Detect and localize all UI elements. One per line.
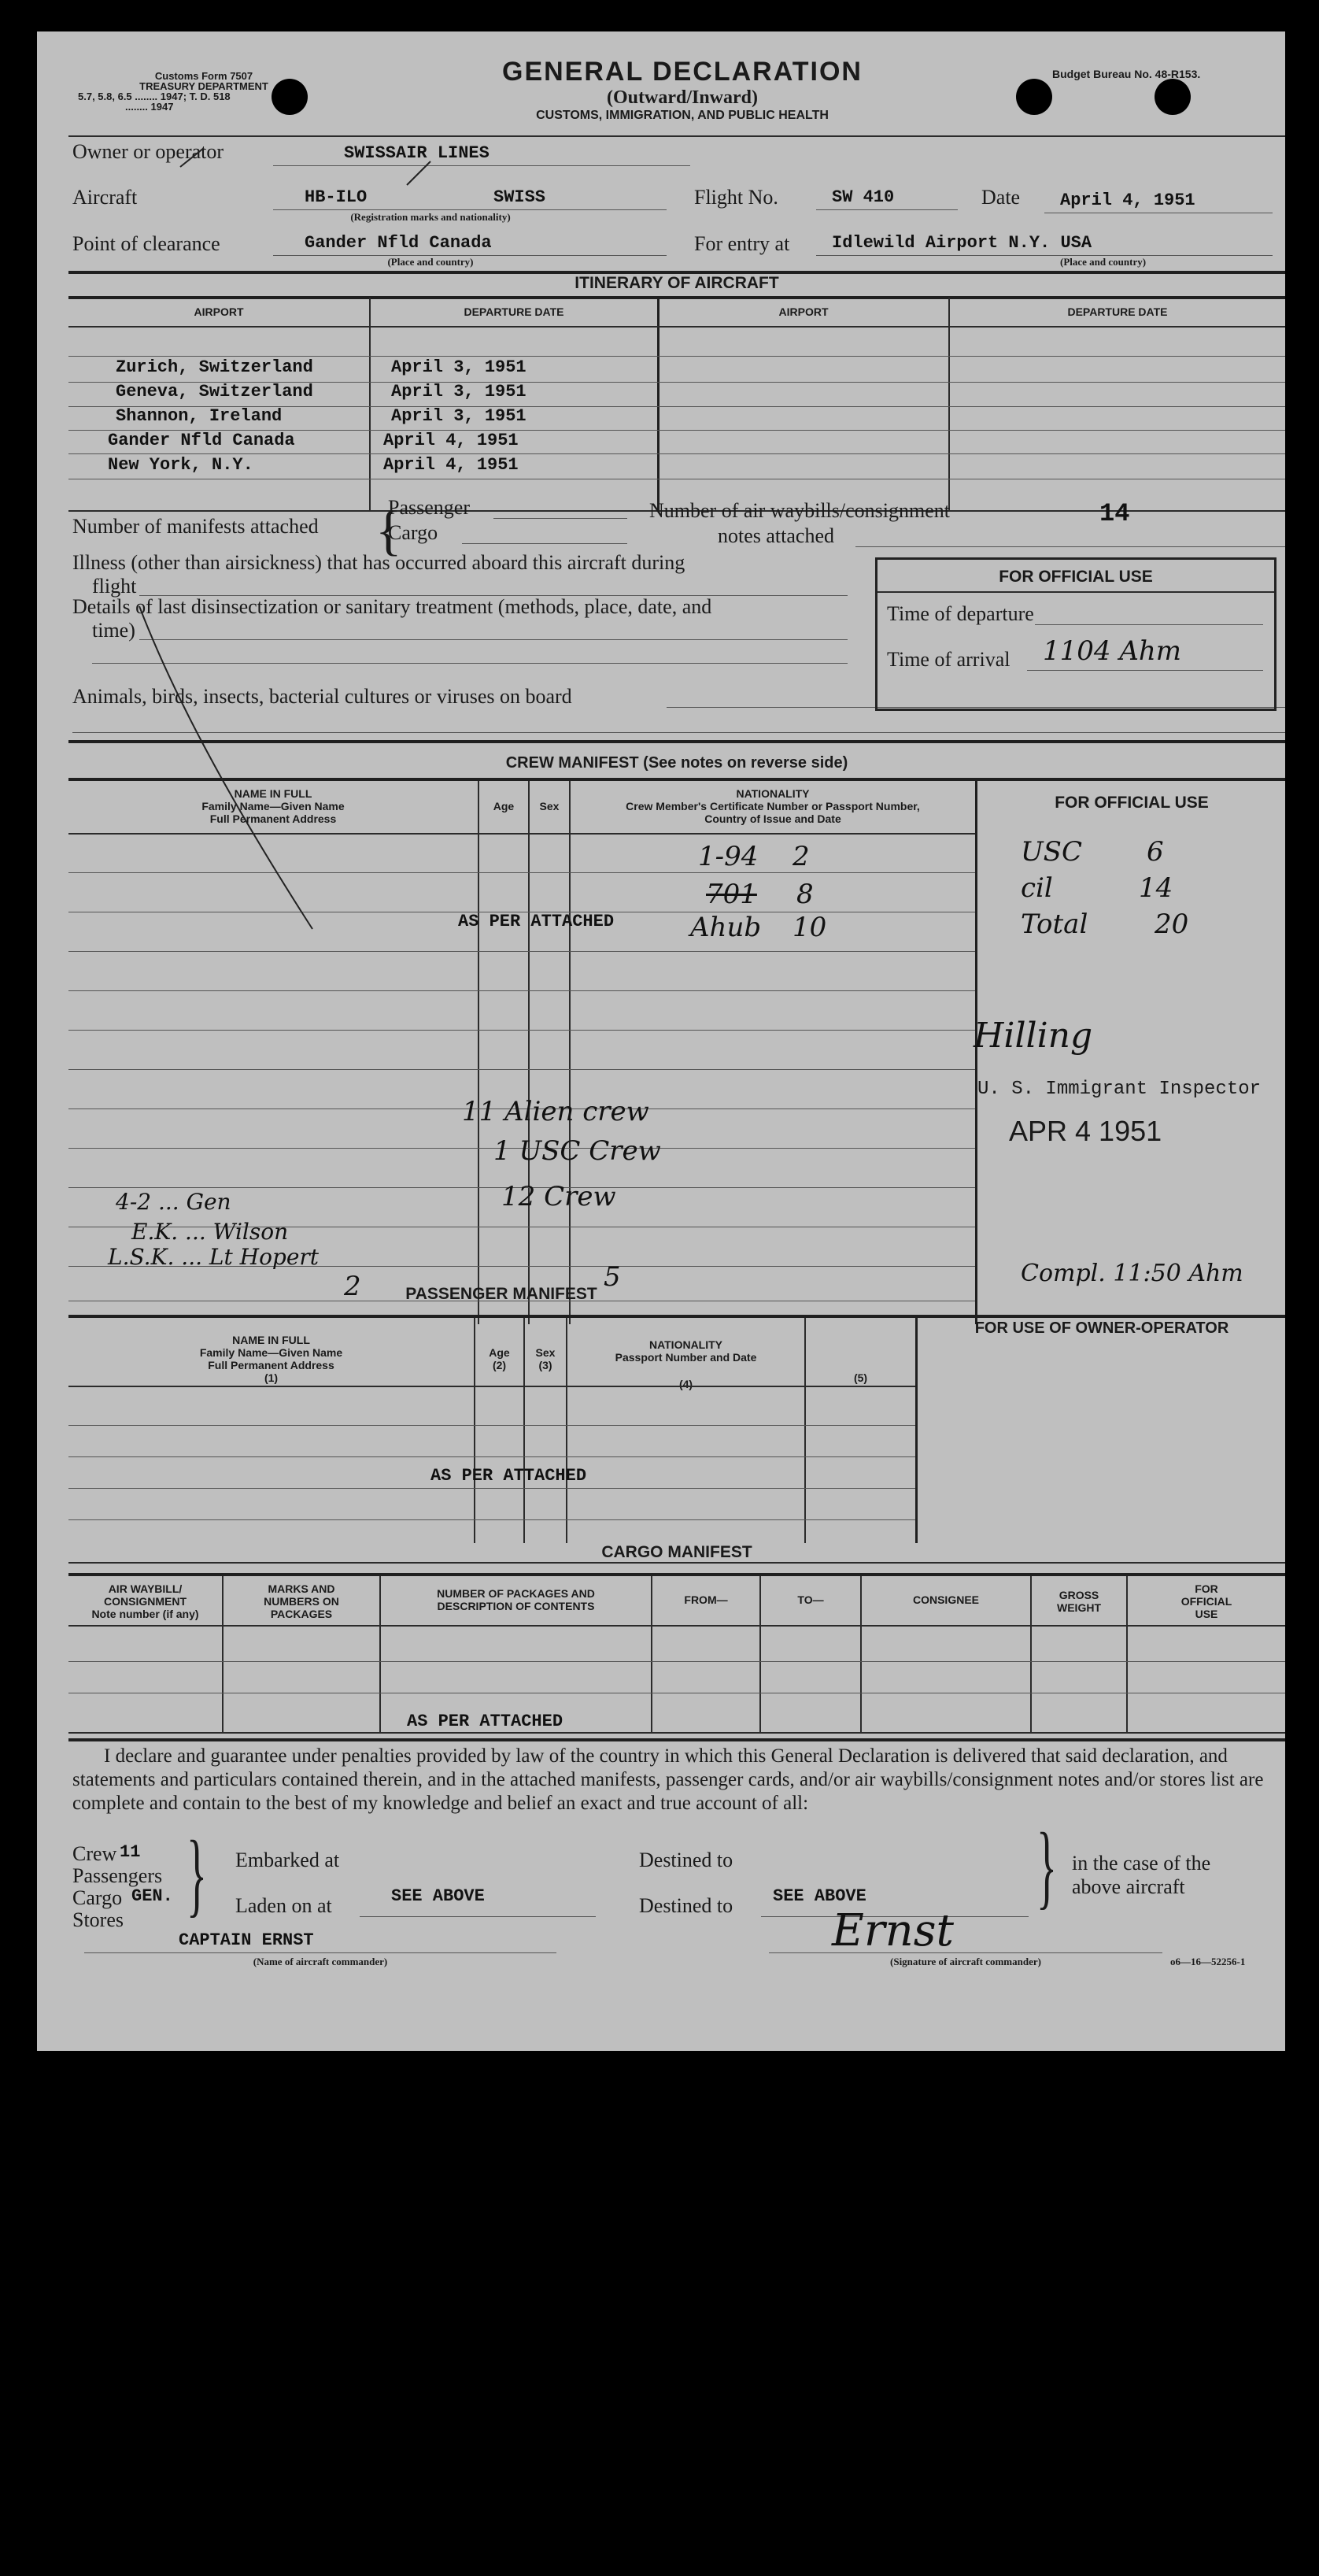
crew-hand-count: 2 [793,841,810,872]
itinerary-airport-3: Shannon, Ireland [116,406,283,426]
passenger-col-owner: FOR USE OF OWNER-OPERATOR [974,1319,1229,1337]
cargo-col-official-2: OFFICIAL [1180,1595,1232,1608]
passenger-col-nat-2: Passport Number and Date [615,1351,757,1364]
department: TREASURY DEPARTMENT [139,80,268,92]
aircraft-reg: HB-ILO [305,187,368,207]
official-note: cil [1021,872,1053,904]
passenger-col-age-1: Age [489,1346,510,1359]
left-hand-note: 4-2 ... Gen [116,1189,231,1215]
crew-col-nat-3: Country of Issue and Date [704,812,841,825]
passenger-col-nat-3: (4) [678,1378,693,1390]
disinsect-label: Details of last disinsectization or sanitary treatment (methods, place, date, and [72,595,712,618]
itinerary-date-2: April 3, 1951 [391,382,526,402]
crew-hand-line: 11 Alien crew [462,1096,649,1127]
print-code: o6—16—52256-1 [1170,1956,1246,1967]
cargo-col-official-1: FOR [1195,1582,1218,1595]
passenger-col-nat-1: NATIONALITY [648,1338,723,1351]
official-note: Total [1021,909,1088,940]
cargo-col-from: FROM— [684,1593,728,1606]
decl-crew-label: Crew [72,1842,117,1865]
entry-sub: (Place and country) [1060,256,1147,268]
flight-label: Flight No. [694,186,778,209]
decl-stores-label: Stores [72,1908,124,1931]
cargo-col-marks-1: MARKS AND [268,1582,335,1595]
cargo-col-marks-3: PACKAGES [270,1608,333,1620]
aircraft-sub: (Registration marks and nationality) [350,211,511,223]
pen-stroke [139,606,312,929]
form-title: GENERAL DECLARATION [502,57,863,87]
signature-sub: (Signature of aircraft commander) [890,1956,1041,1967]
left-hand-note: E.K. ... Wilson [131,1219,289,1245]
cargo-col-waybill-2: CONSIGNMENT [104,1595,187,1608]
official-note: 20 [1155,909,1189,940]
flight-value: SW 410 [832,187,895,207]
official-note: 6 [1147,836,1164,868]
passenger-as-per-attached: AS PER ATTACHED [430,1466,587,1486]
commander-signature: Ernst [832,1905,954,1956]
crew-col-nat-1: NATIONALITY [736,787,810,800]
crew-col-name-1: NAME IN FULL [234,787,312,800]
left-hand-note: L.S.K. ... Lt Hopert [108,1244,320,1270]
cargo-col-packages-1: NUMBER OF PACKAGES AND [437,1587,595,1600]
illness-label-2: flight [92,575,137,598]
itinerary-date-4: April 4, 1951 [383,431,519,450]
cargo-col-waybill-1: AIR WAYBILL/ [108,1582,183,1595]
completed-note: Compl. 11:50 Ahm [1021,1260,1243,1287]
passenger-col-name-2: Family Name—Given Name [199,1346,343,1359]
crew-hand-count: Ahub [690,912,762,943]
passenger-col-sex-2: (3) [538,1359,552,1371]
inspector-signature: Hilling [974,1016,1093,1056]
budget-number: Budget Bureau No. 48-R153. [1052,68,1201,80]
aircraft-nationality: SWISS [493,187,546,207]
general-declaration-form [37,31,1285,2051]
cargo-col-waybill-3: Note number (if any) [91,1608,199,1620]
crew-col-official: FOR OFFICIAL USE [1055,794,1209,812]
cargo-col-packages-2: DESCRIPTION OF CONTENTS [437,1600,595,1612]
arrival-time-value: 1104 Ahm [1043,635,1182,667]
itinerary-airport-2: Geneva, Switzerland [116,382,313,402]
cargo-col-marks-2: NUMBERS ON [264,1595,339,1608]
passenger-col-5: (5) [853,1371,868,1384]
cargo-title: CARGO MANIFEST [68,1543,1285,1562]
itinerary-col-airport-2: AIRPORT [778,305,829,318]
manifests-brace: { [375,501,402,561]
decl-brace: } [187,1821,207,1926]
decl-passengers-label: Passengers [72,1864,163,1887]
left-hand-note: 2 [344,1271,361,1302]
entry-label: For entry at [694,232,790,255]
passenger-col-name-4: (1) [264,1371,279,1384]
manifests-cargo: Cargo [388,521,438,544]
decl-crew-value: 11 [120,1842,141,1862]
illness-label: Illness (other than airsickness) that has occurred aboard this aircraft during [72,551,685,574]
waybill-label: Number of air waybills/consignment [649,499,950,522]
crew-hand-line: 1 USC Crew [493,1135,661,1167]
decl-destined-1: Destined to [639,1849,733,1871]
clearance-value: Gander Nfld Canada [305,233,492,253]
date-label: Date [981,186,1021,209]
form-year: ........ 1947 [125,101,174,113]
waybill-label-2: notes attached [718,524,834,547]
crew-title: CREW MANIFEST (See notes on reverse side) [505,754,848,772]
decl-see-above-1: SEE ABOVE [391,1886,485,1906]
arrival-time-label: Time of arrival [887,648,1010,671]
passenger-col-age-2: (2) [492,1359,507,1371]
itinerary-airport-1: Zurich, Switzerland [116,357,313,377]
form-ref: 5.7, 5.8, 6.5 ........ 1947; T. D. 518 [78,91,231,102]
official-use-title: FOR OFFICIAL USE [999,568,1153,586]
itinerary-date-5: April 4, 1951 [383,455,519,475]
crew-col-age: Age [493,800,515,812]
disinsect-label-2: time) [92,619,135,642]
pen-tick [407,161,430,185]
commander-sub: (Name of aircraft commander) [253,1956,388,1967]
crew-col-nat-2: Crew Member's Certificate Number or Passport Number, [626,800,920,812]
itinerary-col-departure-2: DEPARTURE DATE [1067,305,1168,318]
manifests-passenger: Passenger [388,496,470,519]
itinerary-airport-5: New York, N.Y. [108,455,253,475]
decl-case-of: in the case of the [1072,1852,1211,1875]
owner-value: SWISSAIR LINES [344,143,490,163]
form-agencies: CUSTOMS, IMMIGRATION, AND PUBLIC HEALTH [536,109,829,122]
cargo-col-weight-1: GROSS [1059,1589,1099,1601]
crew-col-name-2: Family Name—Given Name [201,800,345,812]
passenger-title: PASSENGER MANIFEST [405,1285,597,1303]
crew-hand-count: 8 [796,879,814,910]
decl-cargo-value: GEN. [131,1886,173,1906]
declaration-text: I declare and guarantee under penalties provided by law of the country in which this General Declaration is delivered that said declaration, and statements and particulars contained therein, and in the attached manifests, passenger cards, and/or air waybills/consignment notes and/or stores list are complete and contain to the best of my knowledge and belief an exact and true account of all: [72,1745,1264,1814]
itinerary-title: ITINERARY OF AIRCRAFT [575,274,779,292]
decl-brace-right: } [1036,1813,1057,1918]
cargo-as-per-attached: AS PER ATTACHED [407,1712,563,1731]
animals-label: Animals, birds, insects, bacterial cultures or viruses on board [72,685,572,708]
itinerary-col-airport: AIRPORT [194,305,244,318]
entry-value: Idlewild Airport N.Y. USA [832,233,1092,253]
crew-col-name-3: Full Permanent Address [209,812,337,825]
crew-col-sex: Sex [539,800,560,812]
passenger-col-name-1: NAME IN FULL [232,1334,310,1346]
crew-hand-count: 1-94 [698,841,759,872]
commander-name: CAPTAIN ERNST [179,1930,314,1950]
itinerary-date-1: April 3, 1951 [391,357,526,377]
aircraft-label: Aircraft [72,186,138,209]
inspector-stamp-title: U. S. Immigrant Inspector [977,1079,1262,1100]
form-number: Customs Form 7507 [154,70,253,82]
itinerary-airport-4: Gander Nfld Canada [108,431,295,450]
inspector-stamp-date: APR 4 1951 [1009,1115,1162,1147]
cargo-col-official-3: USE [1195,1608,1218,1620]
departure-time-label: Time of departure [887,602,1034,625]
itinerary-col-departure: DEPARTURE DATE [464,305,564,318]
official-note: 14 [1139,872,1173,904]
decl-see-above-2: SEE ABOVE [773,1886,866,1906]
passenger-hand-five: 5 [604,1261,621,1293]
decl-destined-2: Destined to [639,1894,733,1917]
decl-cargo-label: Cargo [72,1886,123,1909]
cargo-col-to: TO— [797,1593,824,1606]
waybill-value: 14 [1099,499,1130,528]
clearance-label: Point of clearance [72,232,220,255]
date-value: April 4, 1951 [1060,191,1195,210]
clearance-sub: (Place and country) [387,256,474,268]
pen-tick [180,148,204,167]
decl-laden: Laden on at [235,1894,332,1917]
form-subtitle: (Outward/Inward) [606,87,758,108]
official-note: USC [1021,836,1082,868]
owner-label: Owner or operator [72,140,224,163]
cargo-col-consignee: CONSIGNEE [912,1593,979,1606]
crew-hand-count: 701 [706,879,757,910]
manifests-label: Number of manifests attached [72,515,319,538]
crew-as-per-attached: AS PER ATTACHED [458,912,615,931]
decl-embarked: Embarked at [235,1849,340,1871]
crew-hand-count: 10 [793,912,827,943]
cargo-col-weight-2: WEIGHT [1057,1601,1101,1614]
passenger-col-sex-1: Sex [535,1346,556,1359]
crew-hand-line: 12 Crew [501,1181,616,1212]
passenger-col-name-3: Full Permanent Address [208,1359,334,1371]
decl-above-aircraft: above aircraft [1072,1875,1185,1898]
itinerary-date-3: April 3, 1951 [391,406,526,426]
pen-stroke-overlay [37,31,1285,2051]
